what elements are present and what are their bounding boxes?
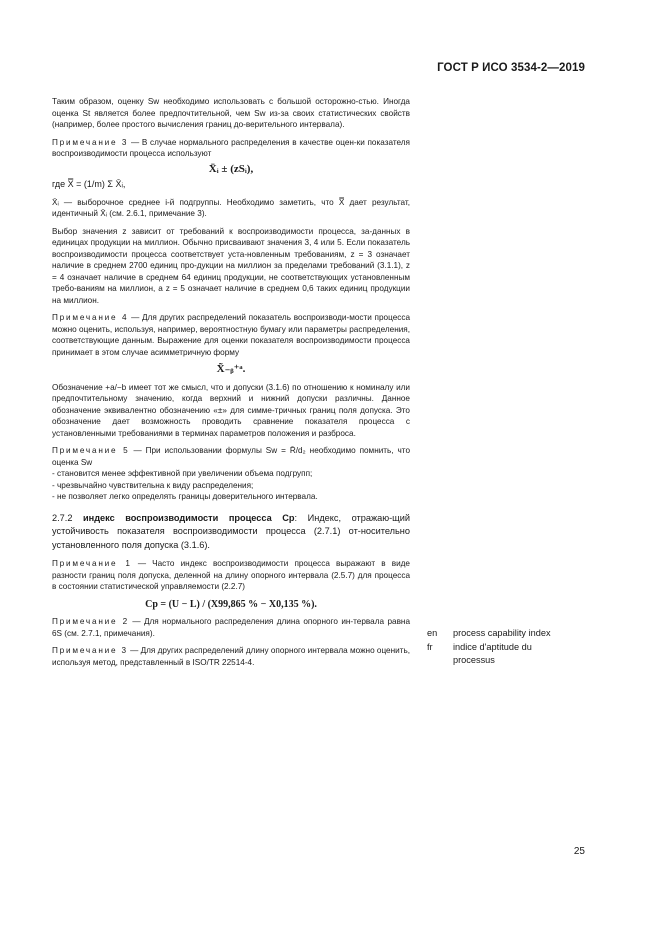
note-label: Примечание 4: [52, 313, 129, 322]
note-label: Примечание 3: [52, 646, 128, 655]
note-label: Примечание 3: [52, 137, 129, 147]
section-2-7-2: [52, 512, 410, 553]
translation-fr: [427, 641, 551, 655]
translation-fr-cont: [427, 654, 551, 668]
section-note-2: [52, 616, 410, 639]
note-label: Примечание 5: [52, 446, 130, 455]
paragraph-sw-estimate: Таким образом, оценку Sw необходимо использовать с большой осторожно-стью. Иногда оценка St является более предпочтительной, чем Sw из-за своих статистических свойств (например, более простого вычисления границ до-верительного интервала).: [52, 97, 410, 129]
note-5: [52, 445, 410, 468]
section-note-1: [52, 558, 410, 593]
note-text: — Часто индекс воспроизводимости процесса выражают в виде разности границ поля допуска, деленной на длину опорного интервала (2.5.7) для процесса в состоянии статистической управляемости (2.2.7): [52, 559, 410, 591]
xi-definition: X̄ᵢ — выборочное среднее i-й подгруппы. Необходимо заметить, что X̿ дает результат, идентичный X̄ᵢ (см. 2.6.1, примечание 3).: [52, 197, 410, 218]
formula-cp: Cp = (U − L) / (X99,865 % − X0,135 %).: [145, 598, 317, 610]
lang-code: en: [427, 628, 438, 638]
note-text: — В случае нормального распределения в качестве оцен-ки показателя воспроизводимости процесса используют: [52, 137, 410, 158]
note-label: Примечание 1: [52, 559, 132, 568]
term: processus: [453, 655, 495, 665]
translation-en: [427, 627, 551, 641]
main-column: [52, 96, 410, 668]
list-item: - не позволяет легко определять границы доверительного интервала.: [52, 492, 318, 501]
formula-xi-zsi: X̄ᵢ ± (zSᵢ),: [208, 162, 254, 175]
note-label: Примечание 2: [52, 617, 129, 626]
formula-x-double-bar: где X̿ = (1/m) Σ X̄ᵢ,: [52, 179, 126, 189]
formula-asymmetric: X̃₋ᵦ⁺ᵃ.: [216, 363, 246, 375]
page-number: 25: [573, 846, 585, 857]
note-3: [52, 137, 410, 160]
document-header: ГОСТ Р ИСО 3534-2—2019: [437, 62, 585, 74]
translations-column: [427, 627, 551, 668]
section-number: 2.7.2: [52, 512, 73, 523]
paragraph-designation: Обозначение +a/−b имеет тот же смысл, что и допуски (3.1.6) по отношению к номиналу или предпочтительному значению, когда верхний и нижний допуски различны. Данное обозначение эквивалентно обозначению «±» для симме-тричных границ поля допуска. Это обозначение дает возможность проводить сравнение показателя процесса с установленными требованиями в терминах параметров положения и разброса.: [52, 382, 410, 438]
section-term: индекс воспроизводимости процесса Cp: [83, 512, 295, 523]
term: process capability index: [453, 628, 551, 638]
list-item: - становится менее эффективной при увеличении объема подгрупп;: [52, 469, 313, 478]
note-text: — Для нормального распределения длина опорного ин-тервала равна 6S (см. 2.7.1, примечания).: [52, 617, 410, 638]
bullet-list: [52, 468, 410, 503]
note-text: — Для других распределений показатель воспроизводи-мости процесса можно оценить, используя, например, вероятностную бумагу или параметры распределения, соответствующие данным. Выражение для оценки показателя воспроизводимости процесса принимает в этом случае асимметричную форму: [52, 313, 410, 357]
note-text: — При использовании формулы Sw = R̄/d₂ необходимо помнить, что оценка Sw: [52, 446, 410, 467]
section-note-3: [52, 645, 410, 668]
term: indice d'aptitude du: [453, 641, 532, 652]
note-text: — Для других распределений длину опорного интервала можно оценить, используя метод, представленный в ISO/TR 22514-4.: [52, 646, 410, 667]
paragraph-z-choice: Выбор значения z зависит от требований к воспроизводимости процесса, за-данных в единицах продукции на миллион. Обычно присваивают значения 3, 4 или 5. Если показатель воспроизводимости процесса соответствует уста-новленным требованиям, z = 3 означает наличие в среднем 2700 единиц про-дукции на миллион за пределами требований (3.1.1), z = 4 означает наличие в среднем 64 единиц продукции, не соответствующих установленным требо-ваниям на миллион, а z = 5 означает наличие в среднем 0,6 таких единиц продукции на миллион.: [52, 226, 410, 305]
list-item: - чрезвычайно чувствительна к виду распределения;: [52, 480, 254, 490]
section-definition: : Индекс, отражаю-щий устойчивость показателя воспроизводимости процесса (2.7.1) от-носительно установленного поля допуска (3.1.6).: [52, 512, 410, 550]
lang-code: fr: [427, 641, 433, 652]
note-4: [52, 312, 410, 358]
